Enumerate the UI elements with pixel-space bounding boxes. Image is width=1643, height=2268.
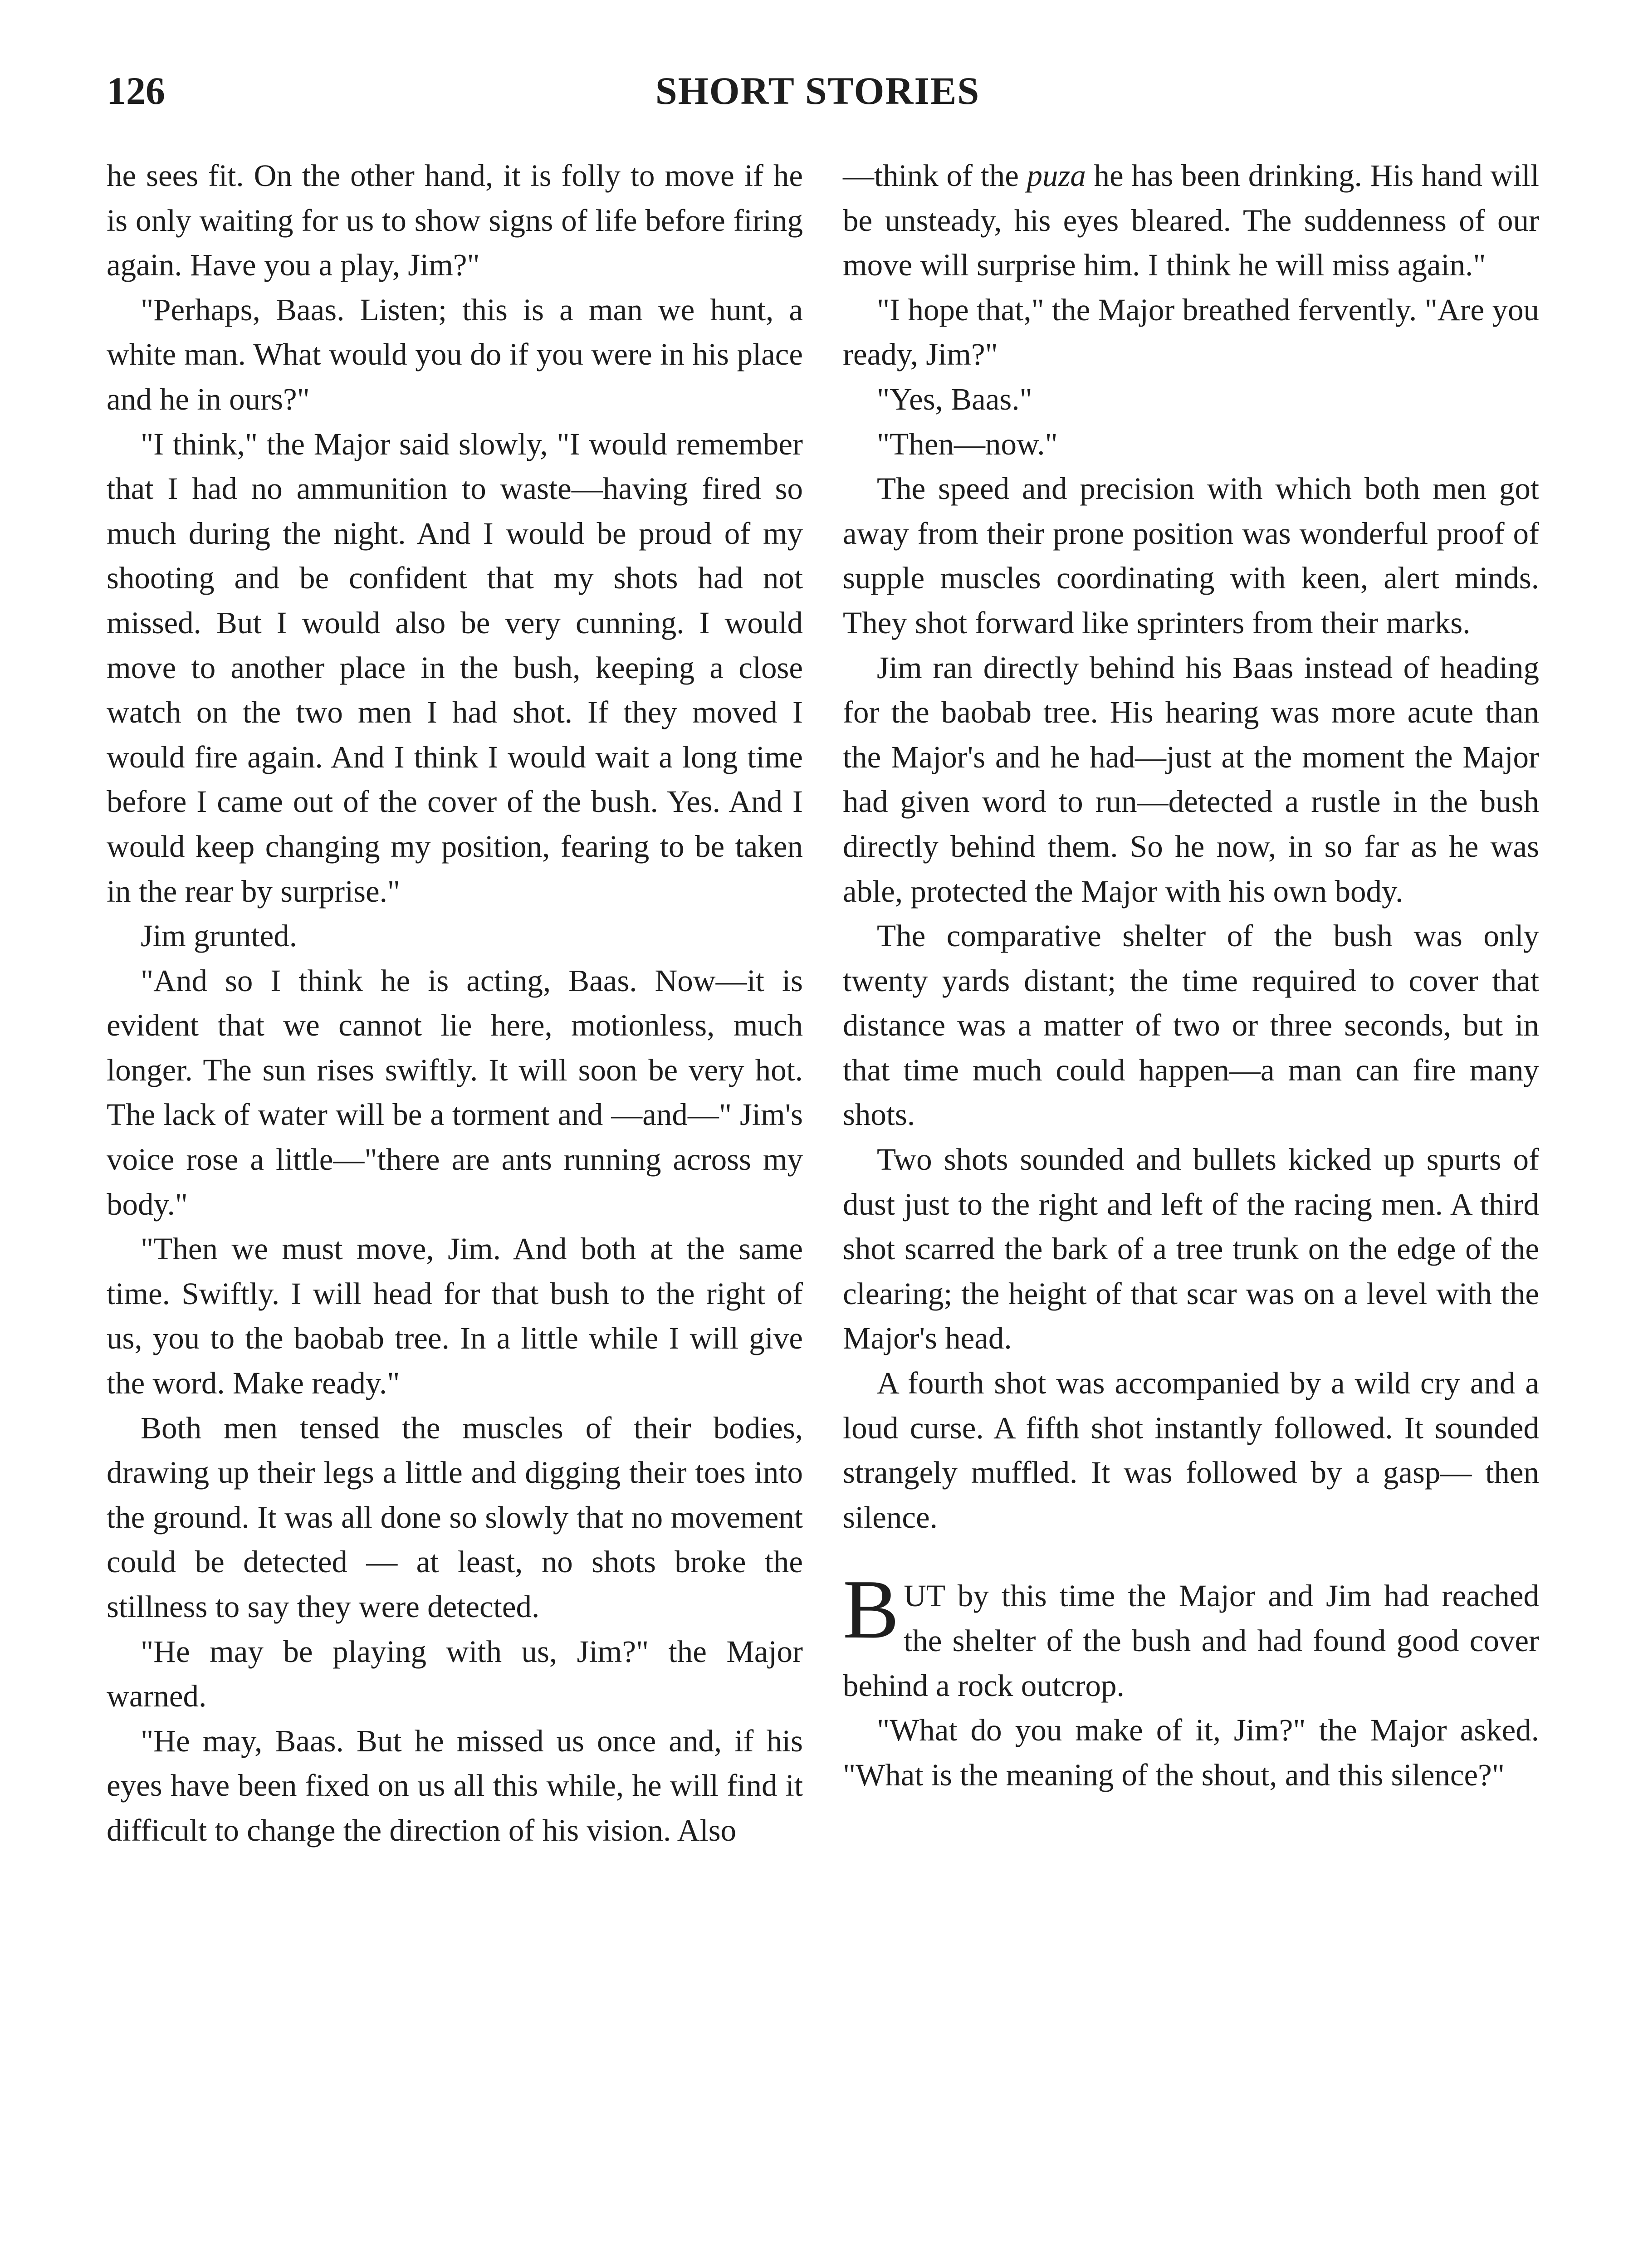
paragraph: he sees fit. On the other hand, it is folly to move if he is only waiting for us to show signs of life before firing again. Have you a play, Jim?" xyxy=(107,158,803,283)
paragraph: The comparative shelter of the bush was only twenty yards distant; the time required to cover that distance was a matter of two or three seconds, but in that time much could happen—a man can fire many shots. xyxy=(843,919,1539,1132)
section-opening-paragraph xyxy=(843,1563,1539,1708)
paragraph-text: he has been drinking. His hand will be unsteady, his eyes bleared. The suddenness of our move will surprise him. I think he will miss again." xyxy=(843,158,1539,283)
paragraph: "He may be playing with us, Jim?" the Major warned. xyxy=(107,1634,803,1714)
paragraph: The speed and precision with which both men got away from their prone position was wonderful proof of supple muscles coordinating with keen, alert minds. They shot forward like sprinters from their marks. xyxy=(843,471,1539,640)
paragraph-text: by this time the Major and Jim had reached the shelter of the bush and had found good cover behind a rock outcrop. xyxy=(843,1579,1539,1703)
paragraph: Jim ran directly behind his Baas instead of heading for the baobab tree. His hearing was more acute than the Major's and he had—just at the moment the Major had given word to run—detected a rustle in the bush directly behind them. So he now, in so far as he was able, protected the Major with his own body. xyxy=(843,650,1539,909)
paragraph: "What do you make of it, Jim?" the Major asked. "What is the meaning of the shout, and this silence?" xyxy=(843,1713,1539,1792)
paragraph-text: —think of the xyxy=(843,158,1027,193)
small-caps-word: UT xyxy=(904,1579,945,1613)
paragraph: "And so I think he is acting, Baas. Now—it is evident that we cannot lie here, motionless, much longer. The sun rises swiftly. It will soon be very hot. The lack of water will be a torment and —and—" Jim's voice rose a little—"there are ants running across my body." xyxy=(107,963,803,1222)
running-head: SHORT STORIES xyxy=(655,69,980,112)
drop-cap: B xyxy=(843,1563,900,1657)
paragraph xyxy=(843,153,1539,288)
paragraph: "Then—now." xyxy=(877,426,1058,461)
paragraph: Two shots sounded and bullets kicked up spurts of dust just to the right and left of the racing men. A third shot scarred the bark of a tree trunk on the edge of the clearing; the height of that scar was on a level with the Major's head. xyxy=(843,1142,1539,1356)
left-column xyxy=(107,153,803,1853)
paragraph: "I think," the Major said slowly, "I would remember that I had no ammunition to waste—having fired so much during the night. And I would be proud of my shooting and be confident that my shots had not missed. But I would also be very cunning. I would move to another place in the bush, keeping a close watch on the two men I had shot. If they moved I would fire again. And I think I would wait a long time before I came out of the cover of the bush. Yes. And I would keep changing my position, fearing to be taken in the rear by surprise." xyxy=(107,426,803,909)
paragraph: Jim grunted. xyxy=(141,919,297,953)
paragraph: "Then we must move, Jim. And both at the same time. Swiftly. I will head for that bush to the right of us, you to the baobab tree. In a little while I will give the word. Make ready." xyxy=(107,1232,803,1401)
paragraph: "I hope that," the Major breathed fervently. "Are you ready, Jim?" xyxy=(843,292,1539,372)
italic-word: puza xyxy=(1027,158,1086,193)
paragraph: A fourth shot was accompanied by a wild cry and a loud curse. A fifth shot instantly followed. It sounded strangely muffled. It was followed by a gasp— then silence. xyxy=(843,1366,1539,1535)
paragraph: "He may, Baas. But he missed us once and, if his eyes have been fixed on us all this while, he will find it difficult to change the direction of his vision. Also xyxy=(107,1723,803,1848)
paragraph: Both men tensed the muscles of their bodies, drawing up their legs a little and digging their toes into the ground. It was all done so slowly that no movement could be detected — at least, no shots broke the stillness to say they were detected. xyxy=(107,1410,803,1624)
page-number: 126 xyxy=(107,69,165,112)
paragraph: "Perhaps, Baas. Listen; this is a man we hunt, a white man. What would you do if you were in his place and he in ours?" xyxy=(107,292,803,416)
right-column xyxy=(843,153,1539,1797)
paragraph: "Yes, Baas." xyxy=(877,381,1032,416)
page-header xyxy=(107,68,1529,136)
